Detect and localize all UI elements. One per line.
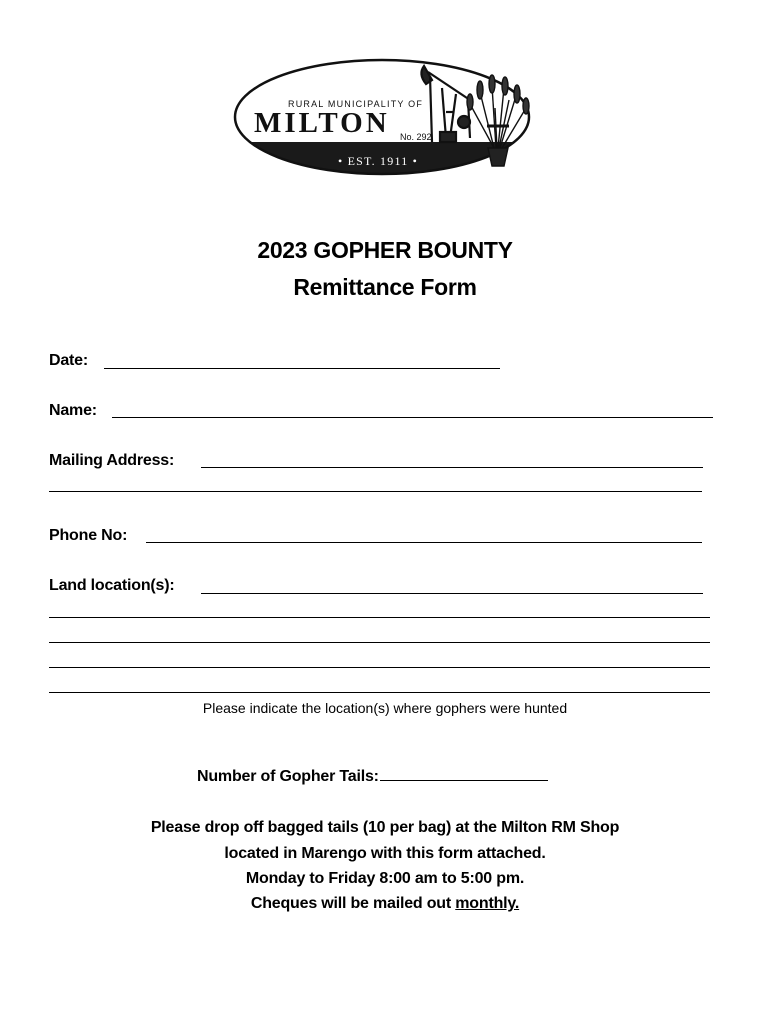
name-field[interactable] [112,417,713,418]
mailing-address-label: Mailing Address: [49,452,175,469]
gopher-tails-row [197,768,548,786]
info-line-4-prefix: Cheques will be mailed out [250,895,456,912]
info-line-2: located in Marengo with this form attached. [224,845,546,862]
pumpjack-icon [421,66,470,142]
logo-top-text: RURAL MUNICIPALITY OF [288,99,424,109]
logo-name: MILTON [254,107,390,139]
mailing-address-field-1[interactable] [201,467,703,468]
land-location-field-3[interactable] [49,642,710,643]
info-line-3: Monday to Friday 8:00 am to 5:00 pm. [245,870,525,887]
land-location-field-2[interactable] [49,617,710,618]
date-field[interactable] [104,368,500,369]
info-line-1: Please drop off bagged tails (10 per bag) at the Milton RM Shop [150,819,620,836]
form-subtitle: Remittance Form [293,274,477,300]
land-location-field-4[interactable] [49,667,710,668]
date-label: Date: [49,352,89,369]
form-title: 2023 GOPHER BOUNTY [257,237,513,263]
land-location-label: Land location(s): [49,577,175,594]
logo-est: • EST. 1911 • [338,154,419,168]
logo-emblem [232,56,538,180]
info-line-4 [0,895,770,913]
gopher-tails-label: Number of Gopher Tails: [197,768,379,785]
name-label: Name: [49,402,97,419]
phone-label: Phone No: [49,527,128,544]
land-location-hint: Please indicate the location(s) where gophers were hunted [202,700,568,716]
phone-field[interactable] [146,542,702,543]
info-monthly: monthly. [455,895,520,912]
rm-milton-logo [232,56,538,180]
logo-number: No. 292 [400,132,432,142]
land-location-field-1[interactable] [201,593,703,594]
land-location-field-5[interactable] [49,692,710,693]
gopher-tails-field[interactable] [380,779,548,781]
mailing-address-field-2[interactable] [49,491,702,492]
